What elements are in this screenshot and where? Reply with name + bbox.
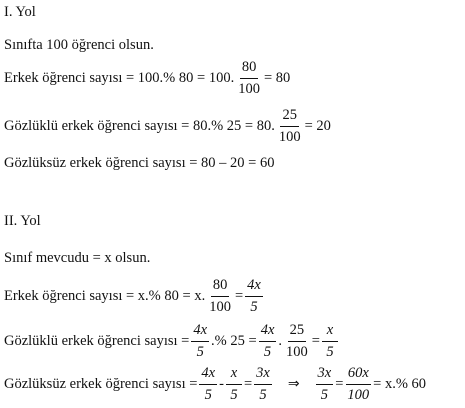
way1-line-4	[4, 143, 274, 183]
equals-sign: =	[243, 375, 253, 392]
fraction-numerator: 4x	[191, 323, 209, 342]
fraction-denominator: 5	[204, 386, 212, 403]
fraction	[226, 366, 242, 402]
fraction-denominator: 100	[209, 298, 231, 315]
fraction	[284, 323, 310, 359]
fraction-numerator: 3x	[316, 366, 334, 385]
implies-arrow-icon: ⇒	[287, 376, 300, 392]
way1-line-4-text: Gözlüksüz erkek öğrenci sayısı = 80 – 20 = 60	[4, 154, 275, 171]
way1-line-3-text: Gözlüklü erkek öğrenci sayısı = 80.% 25 = 80.	[4, 117, 275, 134]
way2-line-4-text: Gözlüksüz erkek öğrenci sayısı =	[4, 375, 198, 392]
fraction-numerator: 80	[240, 60, 259, 79]
fraction-denominator: 5	[196, 343, 204, 360]
fraction-denominator: 5	[263, 343, 272, 360]
way2-line-1-text: Sınıf mevcudu = x olsun.	[4, 249, 151, 266]
way1-line-1-text: Sınıfta 100 öğrenci olsun.	[4, 36, 154, 53]
fraction-denominator: 100	[278, 128, 301, 145]
fraction-numerator: 4x	[199, 366, 217, 385]
fraction	[207, 278, 233, 314]
way1-line-2-result: = 80	[263, 69, 291, 86]
minus-sign: -	[219, 375, 224, 392]
fraction-numerator: 4x	[245, 278, 263, 297]
fraction-denominator: 5	[230, 386, 238, 403]
way2-line-3	[4, 321, 340, 361]
heading-way-2	[4, 201, 41, 241]
percent-expression: .% 25 =	[211, 332, 257, 349]
fraction	[254, 366, 272, 402]
equals-sign: =	[234, 287, 244, 304]
fraction-numerator: 25	[288, 323, 307, 342]
heading-way-2-text: II. Yol	[4, 212, 41, 229]
equals-sign: =	[311, 332, 320, 349]
equals-sign: =	[335, 375, 344, 392]
fraction-numerator: 4x	[259, 323, 277, 342]
way1-line-2-text: Erkek öğrenci sayısı = 100.% 80 = 100.	[4, 69, 235, 86]
way2-line-2-text: Erkek öğrenci sayısı = x.% 80 = x.	[4, 287, 206, 304]
way2-line-1	[4, 238, 150, 278]
fraction	[322, 323, 338, 359]
fraction-denominator: 5	[259, 386, 267, 403]
fraction-denominator: 100	[286, 343, 308, 360]
fraction-denominator: 100	[347, 386, 370, 403]
fraction-denominator: 5	[250, 298, 258, 315]
way2-line-4	[4, 364, 426, 404]
fraction	[236, 60, 262, 96]
fraction-numerator: x	[226, 366, 242, 385]
way2-line-2	[4, 276, 265, 316]
fraction-numerator: x	[322, 323, 338, 342]
way1-line-3-result: = 20	[304, 117, 331, 134]
fraction-denominator: 5	[320, 386, 329, 403]
fraction	[345, 366, 371, 402]
way2-line-4-result: = x.% 60	[373, 375, 427, 392]
heading-way-1-text: I. Yol	[4, 3, 36, 20]
way1-line-3	[4, 106, 331, 146]
fraction	[199, 366, 217, 402]
multiply-dot: .	[278, 332, 282, 349]
fraction-numerator: 60x	[346, 366, 371, 385]
fraction	[277, 108, 303, 144]
fraction-numerator: 25	[280, 108, 299, 127]
fraction	[316, 366, 334, 402]
fraction-denominator: 5	[326, 343, 334, 360]
fraction	[191, 323, 209, 359]
fraction-numerator: 80	[211, 278, 230, 297]
way2-line-3-text: Gözlüklü erkek öğrenci sayısı =	[4, 332, 190, 349]
way1-line-2	[4, 58, 290, 98]
fraction-numerator: 3x	[254, 366, 272, 385]
fraction	[259, 323, 277, 359]
fraction	[245, 278, 263, 314]
fraction-denominator: 100	[238, 80, 260, 97]
